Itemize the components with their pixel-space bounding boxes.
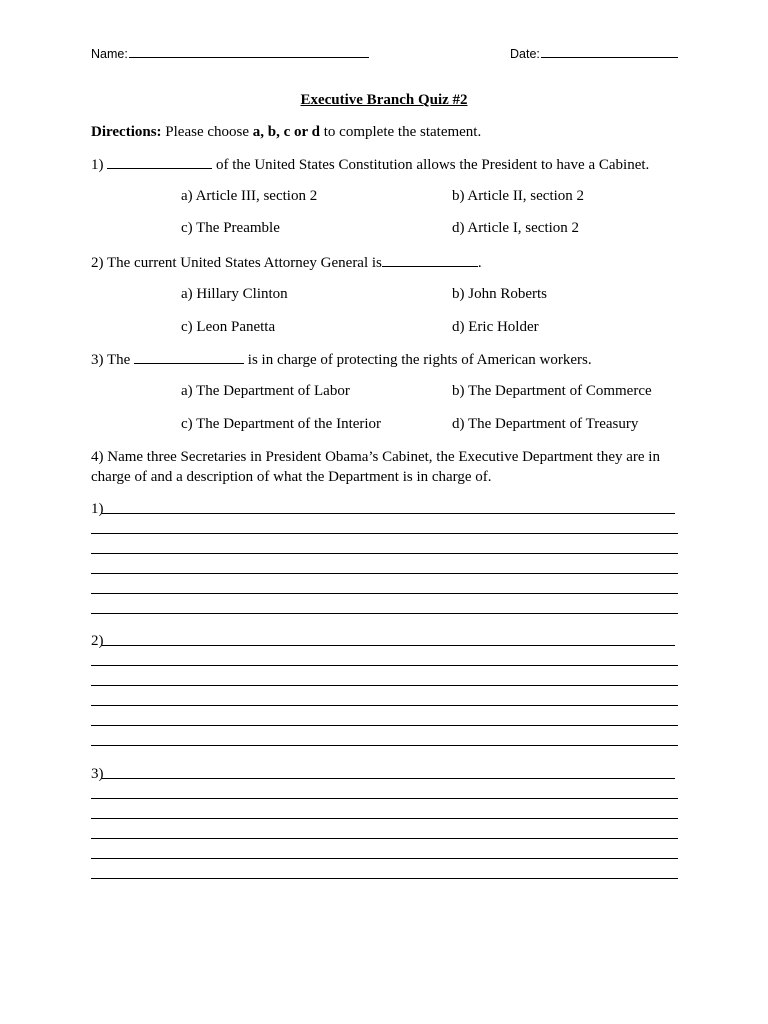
answer-3-line[interactable] — [102, 778, 675, 779]
question-1-option-b[interactable]: b) Article II, section 2 — [452, 188, 585, 204]
answer-3-line[interactable] — [91, 878, 678, 879]
date-label: Date: — [510, 47, 540, 61]
answer-2-line[interactable] — [91, 725, 678, 726]
directions-choices: a, b, c or d — [252, 124, 321, 140]
directions-text-after: to complete the statement. — [320, 124, 482, 140]
question-1-option-a[interactable]: a) Article III, section 2 — [181, 188, 318, 204]
question-3-suffix: is in charge of protecting the rights of American workers. — [244, 352, 592, 368]
question-2-option-b[interactable]: b) John Roberts — [452, 286, 547, 302]
answer-1-line[interactable] — [91, 593, 678, 594]
question-1-option-c[interactable]: c) The Preamble — [181, 220, 280, 236]
answer-1-line[interactable] — [91, 613, 678, 614]
directions-text-before: Please choose — [161, 124, 253, 140]
name-label: Name: — [91, 47, 128, 61]
question-2-option-d[interactable]: d) Eric Holder — [452, 319, 539, 335]
answer-3-line[interactable] — [91, 798, 678, 799]
question-2-prefix: 2) The current United States Attorney General is — [91, 255, 382, 271]
answer-3-label: 3) — [91, 766, 104, 782]
directions-label: Directions: — [91, 124, 162, 140]
directions — [91, 123, 481, 141]
question-1-option-d[interactable]: d) Article I, section 2 — [452, 220, 580, 236]
name-field[interactable] — [91, 45, 369, 62]
answer-1-line[interactable] — [91, 573, 678, 574]
question-4: 4) Name three Secretaries in President Obama’s Cabinet, the Executive Department they are in charge of and a description of what the Department is in charge of. — [91, 449, 660, 485]
answer-3-line[interactable] — [91, 818, 678, 819]
question-2 — [91, 253, 482, 272]
answer-2-line[interactable] — [91, 745, 678, 746]
answer-1-line[interactable] — [91, 533, 678, 534]
answer-3-line[interactable] — [91, 838, 678, 839]
quiz-title-row — [0, 91, 768, 109]
question-1 — [91, 155, 649, 174]
question-1-blank[interactable] — [107, 155, 212, 169]
answer-1-label: 1) — [91, 501, 104, 517]
answer-2-line[interactable] — [91, 685, 678, 686]
answer-2-label: 2) — [91, 633, 104, 649]
question-3-option-c[interactable]: c) The Department of the Interior — [181, 416, 382, 432]
question-2-blank[interactable] — [382, 253, 478, 267]
question-1-prefix: 1) — [91, 157, 108, 173]
question-2-suffix: . — [477, 255, 482, 271]
date-blank[interactable] — [541, 45, 678, 58]
answer-2-line[interactable] — [102, 645, 675, 646]
question-1-suffix: of the United States Constitution allows the President to have a Cabinet. — [212, 157, 650, 173]
question-3-option-b[interactable]: b) The Department of Commerce — [452, 383, 652, 399]
answer-1-line[interactable] — [102, 513, 675, 514]
question-3-option-a[interactable]: a) The Department of Labor — [181, 383, 350, 399]
answer-1-line[interactable] — [91, 553, 678, 554]
name-blank[interactable] — [129, 45, 369, 58]
question-3-blank[interactable] — [134, 350, 244, 364]
quiz-title: Executive Branch Quiz #2 — [300, 92, 468, 108]
answer-2-line[interactable] — [91, 665, 678, 666]
question-3-prefix: 3) The — [91, 352, 135, 368]
answer-2-line[interactable] — [91, 705, 678, 706]
question-3 — [91, 350, 592, 369]
question-2-option-c[interactable]: c) Leon Panetta — [181, 319, 276, 335]
question-2-option-a[interactable]: a) Hillary Clinton — [181, 286, 288, 302]
date-field[interactable] — [510, 45, 678, 62]
question-3-option-d[interactable]: d) The Department of Treasury — [452, 416, 639, 432]
answer-3-line[interactable] — [91, 858, 678, 859]
